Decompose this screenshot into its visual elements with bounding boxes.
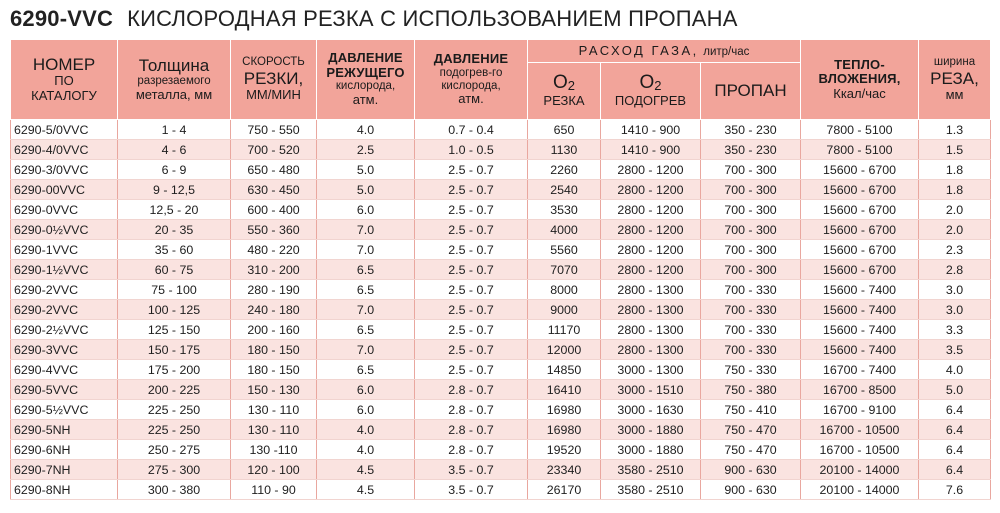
table-cell: 2.5 - 0.7	[415, 360, 528, 380]
table-row	[11, 140, 991, 160]
table-cell: 2.5 - 0.7	[415, 340, 528, 360]
table-cell: 16700 - 9100	[801, 400, 919, 420]
table-cell: 2.8 - 0.7	[415, 400, 528, 420]
table-cell: 0.7 - 0.4	[415, 120, 528, 140]
table-cell: 2.3	[919, 240, 991, 260]
table-cell: 1.0 - 0.5	[415, 140, 528, 160]
table-cell: 150 - 130	[231, 380, 317, 400]
table-cell: 6.0	[317, 200, 415, 220]
table-cell: 7800 - 5100	[801, 140, 919, 160]
page-title	[10, 4, 738, 34]
table-cell: 15600 - 7400	[801, 300, 919, 320]
table-cell: 16410	[528, 380, 601, 400]
table-cell: 1.8	[919, 180, 991, 200]
table-cell: 5560	[528, 240, 601, 260]
table-row	[11, 420, 991, 440]
table-cell: 2.5 - 0.7	[415, 180, 528, 200]
table-cell: 3.0	[919, 280, 991, 300]
table-cell: 15600 - 6700	[801, 260, 919, 280]
table-cell: 6290-8NH	[11, 480, 118, 500]
table-row	[11, 220, 991, 240]
table-cell: 7.0	[317, 300, 415, 320]
table-cell: 3000 - 1880	[601, 440, 701, 460]
table-cell: 5.0	[317, 180, 415, 200]
table-row	[11, 360, 991, 380]
table-cell: 20100 - 14000	[801, 480, 919, 500]
table-cell: 23340	[528, 460, 601, 480]
table-cell: 130 - 110	[231, 420, 317, 440]
table-cell: 100 - 125	[118, 300, 231, 320]
table-cell: 35 - 60	[118, 240, 231, 260]
table-cell: 6.5	[317, 260, 415, 280]
header-thickness: Толщина разрезаемого металла, мм	[118, 40, 231, 120]
table-cell: 16700 - 8500	[801, 380, 919, 400]
header-o2-cut: $O_2$ РЕЗКА	[528, 63, 601, 120]
table-cell: 2540	[528, 180, 601, 200]
table-cell: 2.5 - 0.7	[415, 240, 528, 260]
table-cell: 350 - 230	[701, 140, 801, 160]
table-row	[11, 440, 991, 460]
table-row	[11, 240, 991, 260]
table-cell: 1130	[528, 140, 601, 160]
table-cell: 6290-3VVC	[11, 340, 118, 360]
table-cell: 1410 - 900	[601, 140, 701, 160]
table-cell: 225 - 250	[118, 400, 231, 420]
table-cell: 2800 - 1300	[601, 300, 701, 320]
table-cell: 2.5 - 0.7	[415, 280, 528, 300]
table-cell: 2800 - 1200	[601, 240, 701, 260]
table-cell: 11170	[528, 320, 601, 340]
table-cell: 2.8	[919, 260, 991, 280]
table-cell: 280 - 190	[231, 280, 317, 300]
table-cell: 16700 - 7400	[801, 360, 919, 380]
table-cell: 650	[528, 120, 601, 140]
table-cell: 2.8 - 0.7	[415, 420, 528, 440]
table-cell: 6.5	[317, 320, 415, 340]
table-cell: 130 - 110	[231, 400, 317, 420]
table-cell: 4 - 6	[118, 140, 231, 160]
table-cell: 3000 - 1630	[601, 400, 701, 420]
table-cell: 2.8 - 0.7	[415, 440, 528, 460]
table-cell: 650 - 480	[231, 160, 317, 180]
table-cell: 7.0	[317, 240, 415, 260]
table-cell: 2.5 - 0.7	[415, 320, 528, 340]
table-cell: 900 - 630	[701, 460, 801, 480]
table-cell: 3580 - 2510	[601, 480, 701, 500]
table-cell: 2800 - 1200	[601, 200, 701, 220]
table-row	[11, 280, 991, 300]
table-cell: 2800 - 1200	[601, 160, 701, 180]
table-cell: 8000	[528, 280, 601, 300]
table-cell: 6290-2VVC	[11, 280, 118, 300]
header-speed: СКОРОСТЬ РЕЗКИ, ММ/МИН	[231, 40, 317, 120]
table-cell: 600 - 400	[231, 200, 317, 220]
table-cell: 6.4	[919, 400, 991, 420]
table-cell: 7800 - 5100	[801, 120, 919, 140]
table-cell: 1410 - 900	[601, 120, 701, 140]
table-header	[11, 40, 991, 120]
table-cell: 7.0	[317, 220, 415, 240]
table-row	[11, 200, 991, 220]
table-cell: 4.0	[919, 360, 991, 380]
table-cell: 6 - 9	[118, 160, 231, 180]
table-cell: 7.0	[317, 340, 415, 360]
table-cell: 6.0	[317, 380, 415, 400]
table-cell: 700 - 300	[701, 220, 801, 240]
table-cell: 180 - 150	[231, 340, 317, 360]
table-cell: 75 - 100	[118, 280, 231, 300]
table-cell: 3.5	[919, 340, 991, 360]
table-cell: 130 -110	[231, 440, 317, 460]
cutting-table-container	[10, 39, 990, 500]
table-cell: 6290-0½VVC	[11, 220, 118, 240]
title-code: 6290-VVC	[10, 6, 114, 31]
header-gas-flow: РАСХОД ГАЗА, литр/час	[528, 40, 801, 63]
table-cell: 15600 - 6700	[801, 160, 919, 180]
table-cell: 6290-5½VVC	[11, 400, 118, 420]
table-cell: 5.0	[919, 380, 991, 400]
table-cell: 630 - 450	[231, 180, 317, 200]
table-cell: 2.8 - 0.7	[415, 380, 528, 400]
table-cell: 4000	[528, 220, 601, 240]
table-cell: 15600 - 6700	[801, 200, 919, 220]
table-cell: 2.5 - 0.7	[415, 200, 528, 220]
table-cell: 6290-7NH	[11, 460, 118, 480]
table-cell: 2.5	[317, 140, 415, 160]
header-kerf: ширина РЕЗА, мм	[919, 40, 991, 120]
table-cell: 2800 - 1300	[601, 280, 701, 300]
table-cell: 700 - 300	[701, 160, 801, 180]
table-cell: 7.6	[919, 480, 991, 500]
table-cell: 6290-2½VVC	[11, 320, 118, 340]
table-cell: 3530	[528, 200, 601, 220]
table-cell: 6.4	[919, 460, 991, 480]
table-cell: 15600 - 6700	[801, 180, 919, 200]
table-cell: 700 - 330	[701, 280, 801, 300]
table-cell: 6.4	[919, 420, 991, 440]
table-cell: 15600 - 6700	[801, 220, 919, 240]
table-cell: 750 - 470	[701, 440, 801, 460]
table-cell: 120 - 100	[231, 460, 317, 480]
table-cell: 3.5 - 0.7	[415, 460, 528, 480]
table-cell: 12000	[528, 340, 601, 360]
table-cell: 480 - 220	[231, 240, 317, 260]
table-cell: 12,5 - 20	[118, 200, 231, 220]
table-cell: 125 - 150	[118, 320, 231, 340]
table-cell: 700 - 300	[701, 200, 801, 220]
table-cell: 20 - 35	[118, 220, 231, 240]
table-cell: 6290-4VVC	[11, 360, 118, 380]
header-cut-pressure: ДАВЛЕНИЕ РЕЖУЩЕГО кислорода, атм.	[317, 40, 415, 120]
header-catalog: НОМЕР ПО КАТАЛОГУ	[11, 40, 118, 120]
table-body	[11, 120, 991, 500]
table-cell: 6.0	[317, 400, 415, 420]
table-cell: 15600 - 7400	[801, 280, 919, 300]
header-heat: ТЕПЛО- ВЛОЖЕНИЯ, Ккал/час	[801, 40, 919, 120]
table-cell: 9 - 12,5	[118, 180, 231, 200]
table-cell: 300 - 380	[118, 480, 231, 500]
table-cell: 200 - 225	[118, 380, 231, 400]
table-cell: 4.0	[317, 120, 415, 140]
table-cell: 15600 - 7400	[801, 340, 919, 360]
table-cell: 2800 - 1300	[601, 320, 701, 340]
table-cell: 2800 - 1200	[601, 180, 701, 200]
table-cell: 2.5 - 0.7	[415, 300, 528, 320]
table-cell: 700 - 520	[231, 140, 317, 160]
table-cell: 275 - 300	[118, 460, 231, 480]
table-cell: 6290-4/0VVC	[11, 140, 118, 160]
table-cell: 26170	[528, 480, 601, 500]
table-cell: 225 - 250	[118, 420, 231, 440]
table-cell: 3.5 - 0.7	[415, 480, 528, 500]
table-cell: 900 - 630	[701, 480, 801, 500]
table-cell: 550 - 360	[231, 220, 317, 240]
table-cell: 1 - 4	[118, 120, 231, 140]
table-row	[11, 160, 991, 180]
table-cell: 2800 - 1300	[601, 340, 701, 360]
table-cell: 2.5 - 0.7	[415, 220, 528, 240]
table-row	[11, 400, 991, 420]
table-cell: 3580 - 2510	[601, 460, 701, 480]
table-cell: 3000 - 1510	[601, 380, 701, 400]
table-cell: 3000 - 1880	[601, 420, 701, 440]
table-cell: 6.5	[317, 280, 415, 300]
table-row	[11, 380, 991, 400]
header-o2-preheat: $O_2$ ПОДОГРЕВ	[601, 63, 701, 120]
table-cell: 16700 - 10500	[801, 440, 919, 460]
header-preheat-pressure: ДАВЛЕНИЕ подогрев-го кислорода, атм.	[415, 40, 528, 120]
table-row	[11, 320, 991, 340]
table-cell: 6290-00VVC	[11, 180, 118, 200]
table-cell: 700 - 330	[701, 340, 801, 360]
table-cell: 6290-5/0VVC	[11, 120, 118, 140]
table-cell: 4.5	[317, 480, 415, 500]
table-cell: 150 - 175	[118, 340, 231, 360]
table-cell: 6290-1VVC	[11, 240, 118, 260]
table-cell: 2.0	[919, 200, 991, 220]
table-row	[11, 180, 991, 200]
table-cell: 15600 - 7400	[801, 320, 919, 340]
table-cell: 2800 - 1200	[601, 220, 701, 240]
header-propane: ПРОПАН	[701, 63, 801, 120]
table-cell: 2.0	[919, 220, 991, 240]
table-cell: 240 - 180	[231, 300, 317, 320]
table-cell: 1.3	[919, 120, 991, 140]
table-cell: 1.5	[919, 140, 991, 160]
table-cell: 7070	[528, 260, 601, 280]
table-row	[11, 340, 991, 360]
table-cell: 2.5 - 0.7	[415, 160, 528, 180]
cutting-parameters-table	[10, 39, 991, 500]
table-cell: 750 - 330	[701, 360, 801, 380]
table-cell: 6290-0VVC	[11, 200, 118, 220]
table-cell: 20100 - 14000	[801, 460, 919, 480]
table-cell: 14850	[528, 360, 601, 380]
table-cell: 700 - 300	[701, 180, 801, 200]
table-row	[11, 300, 991, 320]
table-row	[11, 480, 991, 500]
table-cell: 6.5	[317, 360, 415, 380]
table-cell: 2800 - 1200	[601, 260, 701, 280]
table-cell: 9000	[528, 300, 601, 320]
table-row	[11, 120, 991, 140]
table-cell: 750 - 380	[701, 380, 801, 400]
table-cell: 310 - 200	[231, 260, 317, 280]
table-cell: 6290-3/0VVC	[11, 160, 118, 180]
title-text: КИСЛОРОДНАЯ РЕЗКА С ИСПОЛЬЗОВАНИЕМ ПРОПАНА	[127, 6, 738, 31]
table-cell: 5.0	[317, 160, 415, 180]
table-cell: 6290-2VVC	[11, 300, 118, 320]
table-cell: 3.0	[919, 300, 991, 320]
table-cell: 700 - 330	[701, 300, 801, 320]
table-cell: 19520	[528, 440, 601, 460]
table-cell: 750 - 410	[701, 400, 801, 420]
table-cell: 4.0	[317, 440, 415, 460]
table-cell: 2.5 - 0.7	[415, 260, 528, 280]
table-cell: 2260	[528, 160, 601, 180]
table-cell: 175 - 200	[118, 360, 231, 380]
table-cell: 750 - 470	[701, 420, 801, 440]
table-row	[11, 460, 991, 480]
table-cell: 700 - 330	[701, 320, 801, 340]
table-cell: 350 - 230	[701, 120, 801, 140]
table-cell: 200 - 160	[231, 320, 317, 340]
table-cell: 3000 - 1300	[601, 360, 701, 380]
table-cell: 6290-5VVC	[11, 380, 118, 400]
table-cell: 60 - 75	[118, 260, 231, 280]
table-cell: 700 - 300	[701, 260, 801, 280]
table-cell: 6290-5NH	[11, 420, 118, 440]
table-cell: 16980	[528, 400, 601, 420]
table-cell: 16980	[528, 420, 601, 440]
table-cell: 16700 - 10500	[801, 420, 919, 440]
table-cell: 180 - 150	[231, 360, 317, 380]
table-cell: 6290-1½VVC	[11, 260, 118, 280]
table-cell: 750 - 550	[231, 120, 317, 140]
table-cell: 15600 - 6700	[801, 240, 919, 260]
table-cell: 700 - 300	[701, 240, 801, 260]
table-cell: 4.0	[317, 420, 415, 440]
table-cell: 3.3	[919, 320, 991, 340]
table-cell: 6.4	[919, 440, 991, 460]
table-cell: 6290-6NH	[11, 440, 118, 460]
table-cell: 1.8	[919, 160, 991, 180]
table-cell: 4.5	[317, 460, 415, 480]
table-row	[11, 260, 991, 280]
table-cell: 110 - 90	[231, 480, 317, 500]
table-cell: 250 - 275	[118, 440, 231, 460]
